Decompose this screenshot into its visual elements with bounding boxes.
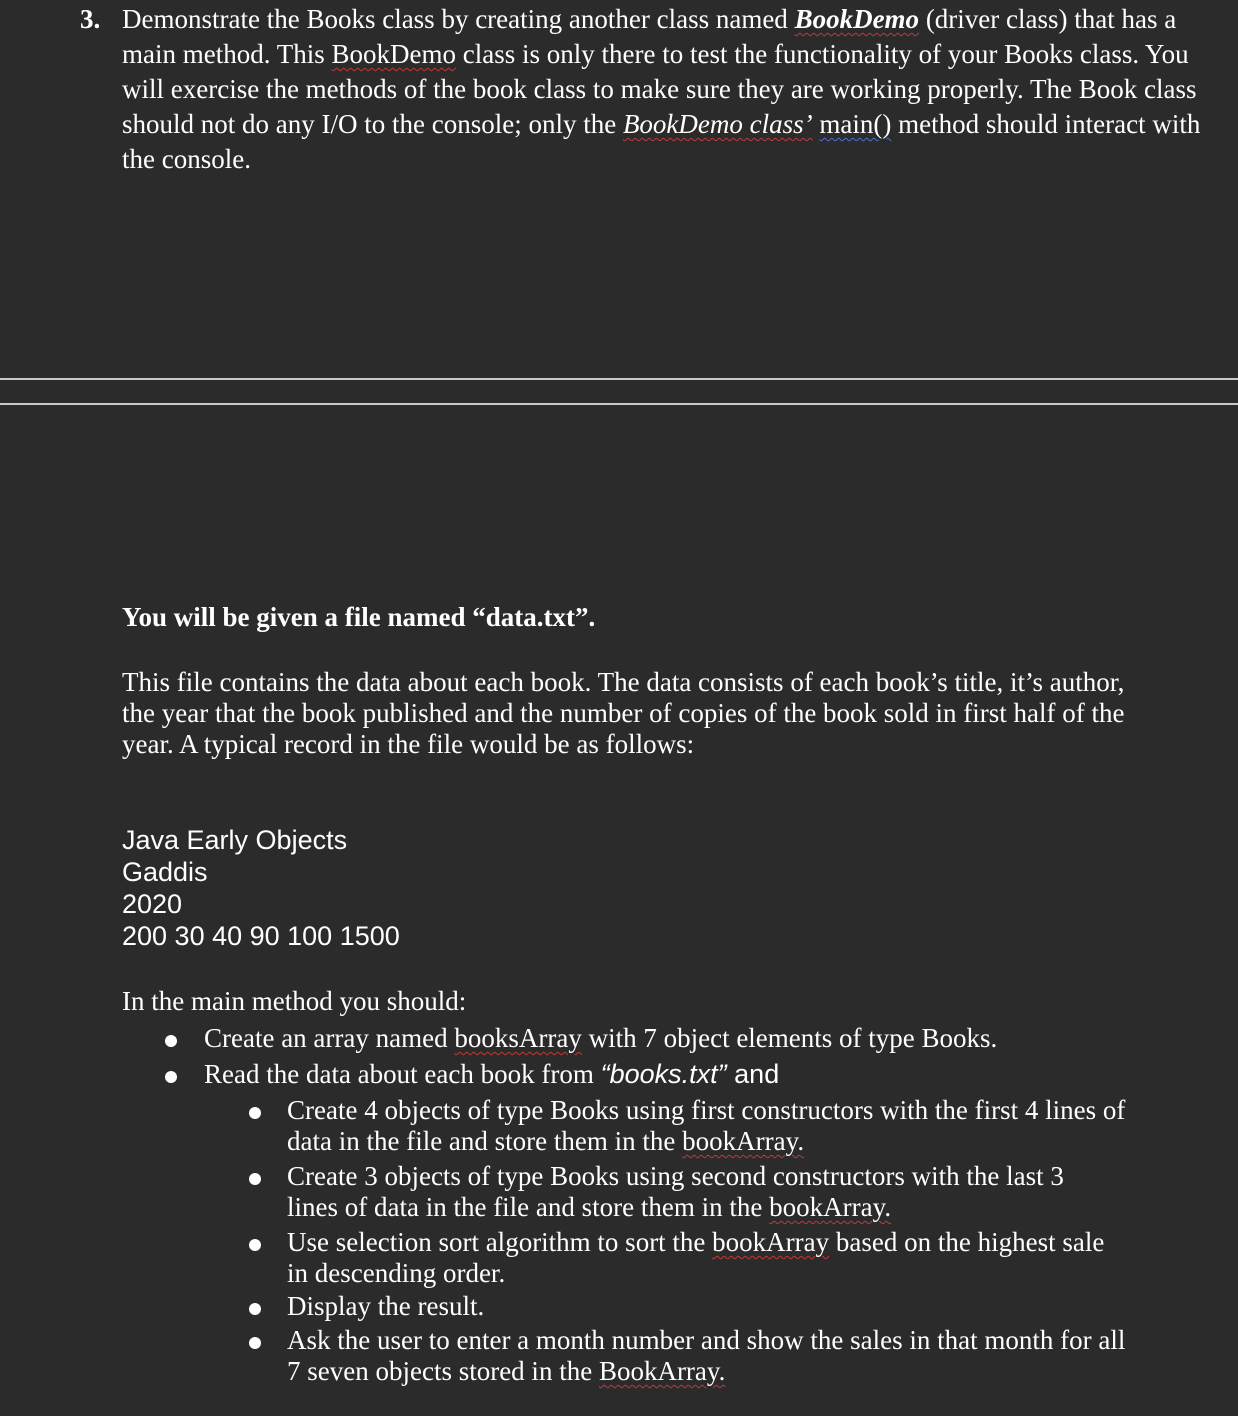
record-author: Gaddis <box>122 857 208 887</box>
list-item-text: Read the data about each book from <box>204 1059 601 1089</box>
bookdemo-term: BookDemo <box>331 39 456 69</box>
bullet-dot <box>249 1239 261 1251</box>
bullet-dot <box>165 1035 177 1047</box>
list-item-text: Create 3 objects of type Books using second constructors with the last 3 lines of data in the file and store them in the <box>287 1161 1064 1222</box>
list-item-text: Create 4 objects of type Books using first constructors with the first 4 lines of data in the file and store them in the <box>287 1095 1126 1156</box>
list-item-text: Ask the user to enter a month number and show the sales in that month for all 7 seven objects stored in the <box>287 1325 1126 1386</box>
list-item <box>204 1023 997 1054</box>
question-text-part: class is only there to test the functionality of your Books class. You will exercise the methods of the book class to make sure they are working properly. The Book class should not do any I/O to the console; only the <box>122 39 1197 139</box>
record-title: Java Early Objects <box>122 825 348 855</box>
divider-line <box>0 378 1238 380</box>
bookarray-term: bookArray. <box>769 1192 892 1222</box>
record-year: 2020 <box>122 889 183 919</box>
list-item-text: based on the highest sale in descending order. <box>287 1227 1105 1288</box>
record-sales: 200 30 40 90 100 1500 <box>122 921 400 951</box>
list-item-text: Use selection sort algorithm to sort the <box>287 1227 713 1257</box>
question-text <box>122 2 1210 177</box>
question-text-part: (driver class) that has a main method. This <box>122 4 1177 69</box>
data-description: This file contains the data about each book. The data consists of each book’s title, it’s author, the year that the book published and the number of copies of the book sold in first half of the year. A typical record in the file would be as follows: <box>122 667 1125 759</box>
booksarray-term: booksArray <box>454 1023 582 1053</box>
bookarray-term: BookArray. <box>598 1356 726 1386</box>
question-3 <box>80 2 1210 177</box>
main-method-intro: In the main method you should: <box>122 986 467 1016</box>
divider-line <box>0 403 1238 405</box>
given-file-heading: You will be given a file named “data.txt”. <box>122 602 596 632</box>
list-item <box>287 1325 1132 1387</box>
bullet-dot <box>249 1337 261 1349</box>
bookarray-term: bookArray <box>712 1227 830 1257</box>
main-call-term: main() <box>819 109 892 139</box>
sample-record <box>122 824 400 952</box>
list-item-text: Create an array named <box>204 1023 455 1053</box>
bullet-dot <box>249 1107 261 1119</box>
books-txt-term: “books.txt” <box>600 1059 727 1089</box>
bookarray-term: bookArray. <box>682 1126 805 1156</box>
bullet-dot <box>249 1303 261 1315</box>
question-text-part: method should interact with the console. <box>122 109 1201 174</box>
question-number: 3. <box>80 4 101 34</box>
bullet-dot <box>165 1071 177 1083</box>
bullet-dot <box>249 1173 261 1185</box>
list-item <box>287 1227 1107 1289</box>
list-item <box>287 1161 1107 1223</box>
list-item-text: and <box>726 1059 780 1089</box>
list-item: Display the result. <box>287 1291 485 1321</box>
list-item-text: with 7 object elements of type Books. <box>581 1023 998 1053</box>
list-item <box>204 1059 779 1090</box>
bookdemo-term: BookDemo class’ <box>622 109 813 139</box>
bookdemo-term: BookDemo <box>794 4 920 34</box>
list-item <box>287 1095 1132 1157</box>
question-text-part: Demonstrate the Books class by creating another class named <box>122 4 795 34</box>
